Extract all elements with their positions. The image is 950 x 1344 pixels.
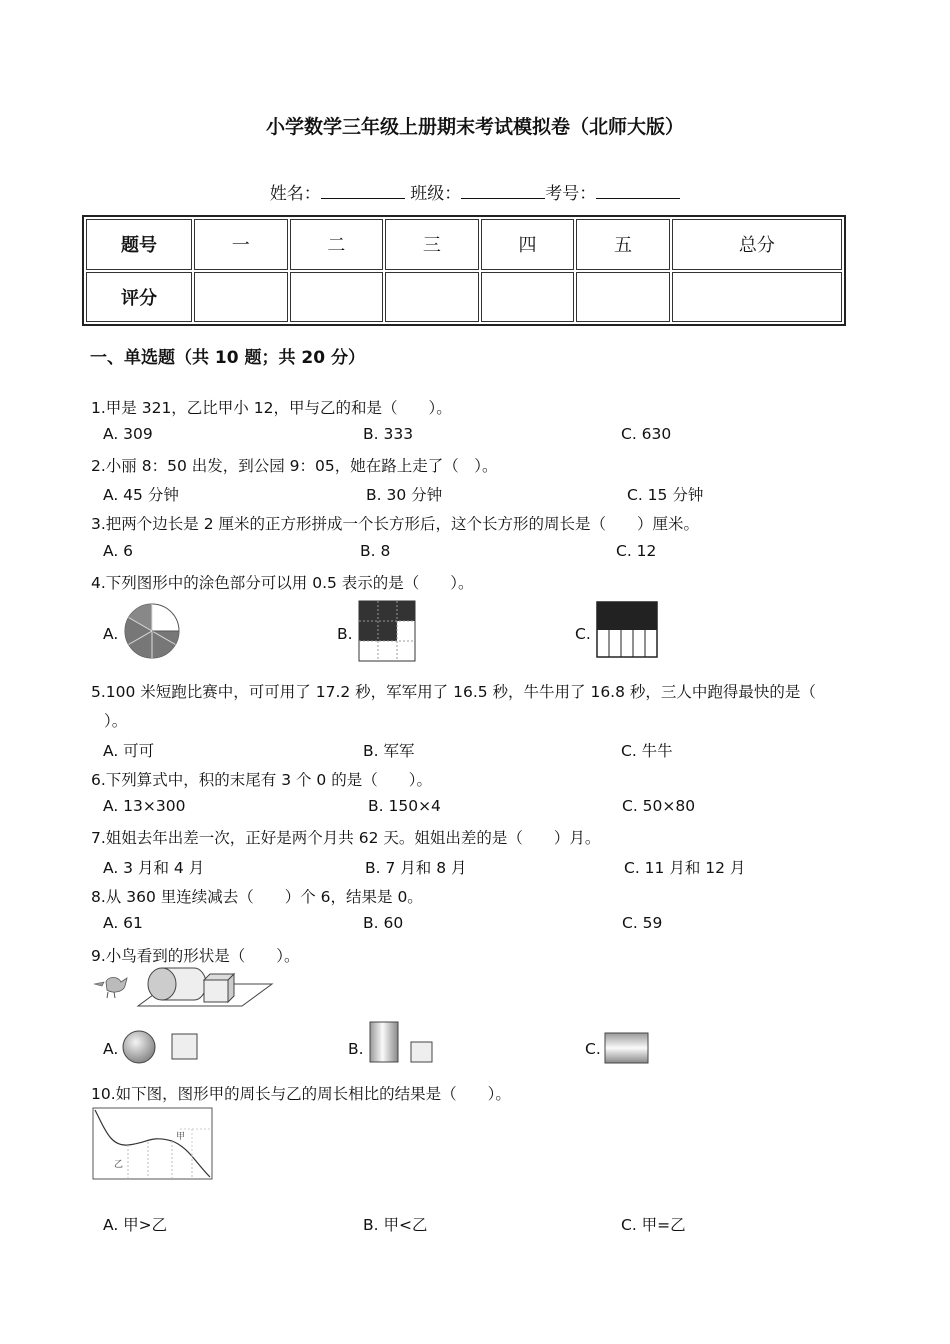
option-c[interactable]: C. 12 — [616, 542, 657, 560]
header-cell: 五 — [576, 219, 670, 270]
header-cell: 总分 — [672, 219, 842, 270]
name-label: 姓名： — [269, 184, 321, 204]
option-a[interactable]: A. 6 — [103, 542, 134, 560]
question-3: 3.把两个边长是 2 厘米的正方形拼成一个长方形后，这个长方形的周长是（ ）厘米。 — [91, 515, 700, 533]
section-heading: 一、单选题（共 10 题；共 20 分） — [90, 348, 365, 368]
option-a[interactable]: A. 61 — [103, 914, 143, 932]
header-cell: 二 — [290, 219, 384, 270]
option-b[interactable]: B. 333 — [363, 425, 414, 443]
header-cell: 四 — [481, 219, 575, 270]
bird-view-scene-figure — [90, 966, 274, 1010]
row-label-cell: 评分 — [86, 272, 192, 323]
option-a[interactable]: A. 3 月和 4 月 — [103, 859, 205, 877]
option-b[interactable]: B. 150×4 — [368, 797, 441, 815]
option-a[interactable]: A. 45 分钟 — [103, 486, 179, 504]
option-b[interactable]: B. 7 月和 8 月 — [365, 859, 467, 877]
class-blank[interactable] — [461, 184, 545, 199]
class-label: 班级： — [410, 184, 462, 204]
score-table-score-row — [86, 272, 842, 323]
question-8: 8.从 360 里连续减去（ ）个 6，结果是 0。 — [91, 888, 423, 906]
score-cell[interactable] — [672, 272, 842, 323]
score-cell[interactable] — [385, 272, 479, 323]
option-b[interactable]: B. 8 — [360, 542, 391, 560]
option-c[interactable]: C. 50×80 — [622, 797, 696, 815]
score-table-header-row — [86, 219, 842, 270]
option-b[interactable]: B. 60 — [363, 914, 404, 932]
option-b[interactable]: B. 30 分钟 — [366, 486, 443, 504]
header-cell: 题号 — [86, 219, 192, 270]
option-c[interactable]: C. 630 — [621, 425, 672, 443]
cylinder-front-figure — [603, 1031, 651, 1065]
sphere-and-square-figure — [121, 1029, 201, 1065]
question-5: 5.100 米短跑比赛中，可可用了 17.2 秒，军军用了 16.5 秒，牛牛用了 16.8 秒，三人中跑得最快的是（ — [91, 683, 816, 701]
label-yi: 乙 — [114, 1160, 124, 1170]
option-a[interactable]: A. — [103, 625, 119, 643]
score-cell[interactable] — [194, 272, 288, 323]
score-cell[interactable] — [290, 272, 384, 323]
question-10: 10.如下图，图形甲的周长与乙的周长相比的结果是（ ）。 — [91, 1085, 511, 1103]
exam-no-label: 考号： — [545, 184, 597, 204]
score-table — [82, 215, 846, 326]
cylinder-side-and-square-figure — [368, 1020, 436, 1066]
question-6: 6.下列算式中，积的末尾有 3 个 0 的是（ ）。 — [91, 771, 432, 789]
name-blank[interactable] — [321, 184, 405, 199]
exam-no-blank[interactable] — [596, 184, 680, 199]
student-info-line — [0, 179, 950, 204]
bar-fraction-figure — [596, 601, 659, 659]
option-c[interactable]: C. 59 — [622, 914, 663, 932]
question-5-continued: ）。 — [104, 712, 128, 730]
header-cell: 一 — [194, 219, 288, 270]
score-cell[interactable] — [576, 272, 670, 323]
header-cell: 三 — [385, 219, 479, 270]
question-7: 7.姐姐去年出差一次，正好是两个月共 62 天。姐姐出差的是（ ）月。 — [91, 829, 601, 847]
label-jia: 甲 — [176, 1132, 186, 1142]
page-title: 小学数学三年级上册期末考试模拟卷（北师大版） — [265, 116, 684, 138]
option-c[interactable]: C. 牛牛 — [621, 742, 673, 760]
score-cell[interactable] — [481, 272, 575, 323]
option-c[interactable]: C. 15 分钟 — [627, 486, 704, 504]
option-c[interactable]: C. 甲=乙 — [621, 1216, 686, 1234]
option-a[interactable]: A. — [103, 1040, 119, 1058]
option-b[interactable]: B. — [348, 1040, 364, 1058]
option-b[interactable]: B. 甲<乙 — [363, 1216, 428, 1234]
option-b[interactable]: B. — [337, 625, 353, 643]
question-9: 9.小鸟看到的形状是（ ）。 — [91, 947, 300, 965]
question-4: 4.下列图形中的涂色部分可以用 0.5 表示的是（ ）。 — [91, 574, 474, 592]
grid-fraction-figure — [358, 600, 416, 662]
option-c[interactable]: C. — [585, 1040, 601, 1058]
question-2: 2.小丽 8：50 出发，到公园 9：05，她在路上走了（ ）。 — [91, 457, 498, 475]
option-a[interactable]: A. 13×300 — [103, 797, 186, 815]
circle-fraction-figure — [124, 601, 180, 661]
perimeter-comparison-figure — [92, 1107, 214, 1181]
bird-icon — [106, 978, 127, 993]
option-a[interactable]: A. 可可 — [103, 742, 155, 760]
option-a[interactable]: A. 甲>乙 — [103, 1216, 168, 1234]
question-1: 1.甲是 321，乙比甲小 12，甲与乙的和是（ ）。 — [91, 399, 452, 417]
option-b[interactable]: B. 军军 — [363, 742, 415, 760]
option-c[interactable]: C. — [575, 625, 591, 643]
option-c[interactable]: C. 11 月和 12 月 — [624, 859, 746, 877]
option-a[interactable]: A. 309 — [103, 425, 153, 443]
